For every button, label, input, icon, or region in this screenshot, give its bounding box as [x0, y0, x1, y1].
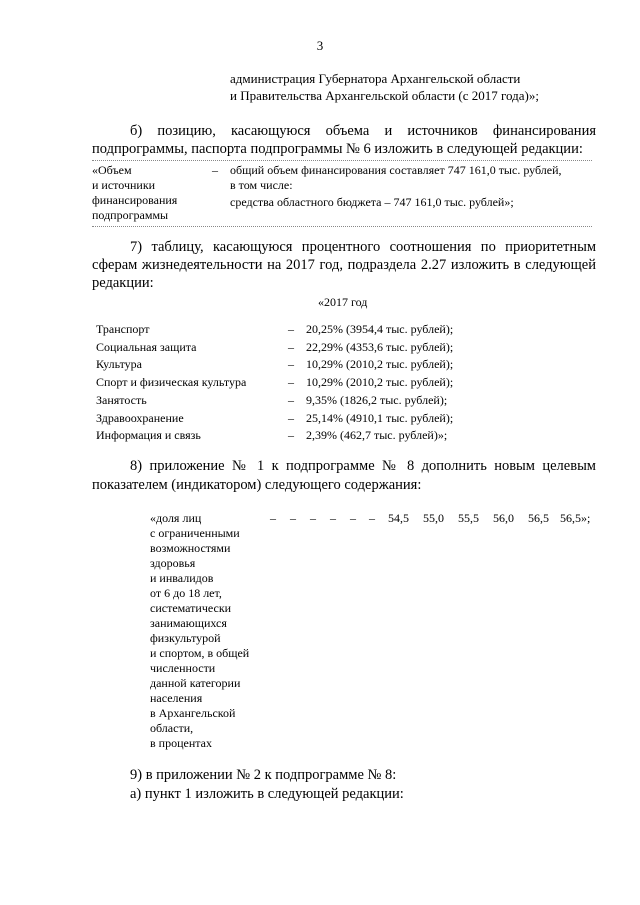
indicator-label-line: «доля лиц	[150, 511, 202, 525]
indicator-label-line: занимающихся	[150, 616, 227, 630]
item-9-line-1: 9) в приложении № 2 к подпрограмме № 8:	[130, 767, 397, 783]
sphere-value: 10,29% (2010,2 тыс. рублей);	[306, 375, 454, 389]
indicator-label-line: возможностями	[150, 541, 231, 555]
indicator-dash: –	[270, 511, 276, 525]
sphere-name: Спорт и физическая культура	[96, 375, 247, 389]
indicator-label	[150, 511, 249, 751]
indicator-label-line: и инвалидов	[150, 571, 214, 585]
sphere-value: 25,14% (4910,1 тыс. рублей);	[306, 411, 454, 425]
indicator-dash: –	[350, 511, 356, 525]
indicator-label-line: численности	[150, 661, 216, 675]
sphere-value: 9,35% (1826,2 тыс. рублей);	[306, 393, 448, 407]
item-b-line-2: подпрограммы, паспорта подпрограммы № 6 изложить в следующей редакции:	[92, 141, 583, 157]
sphere-name: Транспорт	[96, 322, 150, 336]
finance-right-line-3: средства областного бюджета – 747 161,0 тыс. рублей»;	[230, 195, 514, 209]
sphere-dash: –	[288, 357, 294, 371]
item-b-line-1: б) позицию, касающуюся объема и источников финансирования	[130, 123, 596, 139]
table-bottom-rule	[92, 226, 592, 227]
indicator-dash: –	[369, 511, 375, 525]
intro-line-1: администрация Губернатора Архангельской области	[230, 71, 521, 86]
indicator-label-line: с ограниченными	[150, 526, 240, 540]
indicator-dash: –	[290, 511, 296, 525]
indicator-label-line: области,	[150, 721, 194, 735]
indicator-dash: –	[310, 511, 316, 525]
finance-label-line: и источники	[92, 178, 156, 192]
item-7-line-1: 7) таблицу, касающуюся процентного соотношения по приоритетным	[130, 239, 596, 255]
item-8-line-1: 8) приложение № 1 к подпрограмме № 8 дополнить новым целевым	[130, 458, 596, 474]
sphere-dash: –	[288, 340, 294, 354]
sphere-dash: –	[288, 322, 294, 336]
indicator-label-line: систематически	[150, 601, 232, 615]
table-top-rule	[92, 160, 592, 161]
indicator-label-line: здоровья	[150, 556, 196, 570]
sphere-name: Здравоохранение	[96, 411, 184, 425]
sphere-dash: –	[288, 411, 294, 425]
intro-line-2: и Правительства Архангельской области (с 2017 года)»;	[230, 88, 539, 103]
finance-label-line: «Объем	[92, 163, 132, 177]
sphere-value: 2,39% (462,7 тыс. рублей)»;	[306, 428, 448, 442]
finance-right-line-2: в том числе:	[230, 178, 293, 192]
indicator-value: 54,5	[388, 511, 409, 525]
indicator-dash: –	[330, 511, 336, 525]
sphere-dash: –	[288, 428, 294, 442]
finance-dash: –	[212, 163, 218, 177]
finance-label	[92, 163, 177, 223]
indicator-value: 56,5»;	[560, 511, 591, 525]
sphere-name: Социальная защита	[96, 340, 197, 354]
sphere-dash: –	[288, 375, 294, 389]
finance-right-line-1: общий объем финансирования составляет 747 161,0 тыс. рублей,	[230, 163, 562, 177]
indicator-label-line: физкультурой	[150, 631, 221, 645]
sphere-name: Культура	[96, 357, 142, 371]
indicator-value: 55,0	[423, 511, 444, 525]
indicator-label-line: в Архангельской	[150, 706, 236, 720]
indicator-label-line: населения	[150, 691, 203, 705]
sphere-value: 22,29% (4353,6 тыс. рублей);	[306, 340, 454, 354]
sphere-dash: –	[288, 393, 294, 407]
item-7-line-2: сферам жизнедеятельности на 2017 год, подраздела 2.27 изложить в следующей	[92, 257, 596, 273]
indicator-value: 56,0	[493, 511, 514, 525]
indicator-label-line: и спортом, в общей	[150, 646, 250, 660]
year-heading: «2017 год	[318, 295, 368, 309]
indicator-value: 55,5	[458, 511, 479, 525]
page-number: 3	[316, 38, 324, 53]
item-8-line-2: показателем (индикатором) следующего содержания:	[92, 477, 422, 493]
indicator-value: 56,5	[528, 511, 549, 525]
indicator-label-line: в процентах	[150, 736, 212, 750]
sphere-name: Занятость	[96, 393, 147, 407]
item-9-line-2: а) пункт 1 изложить в следующей редакции:	[130, 786, 404, 802]
sphere-name: Информация и связь	[96, 428, 201, 442]
sphere-value: 10,29% (2010,2 тыс. рублей);	[306, 357, 454, 371]
indicator-label-line: от 6 до 18 лет,	[150, 586, 222, 600]
item-7-line-3: редакции:	[92, 275, 154, 291]
finance-label-line: финансирования	[92, 193, 178, 207]
indicator-label-line: данной категории	[150, 676, 241, 690]
finance-label-line: подпрограммы	[92, 208, 169, 222]
sphere-value: 20,25% (3954,4 тыс. рублей);	[306, 322, 454, 336]
